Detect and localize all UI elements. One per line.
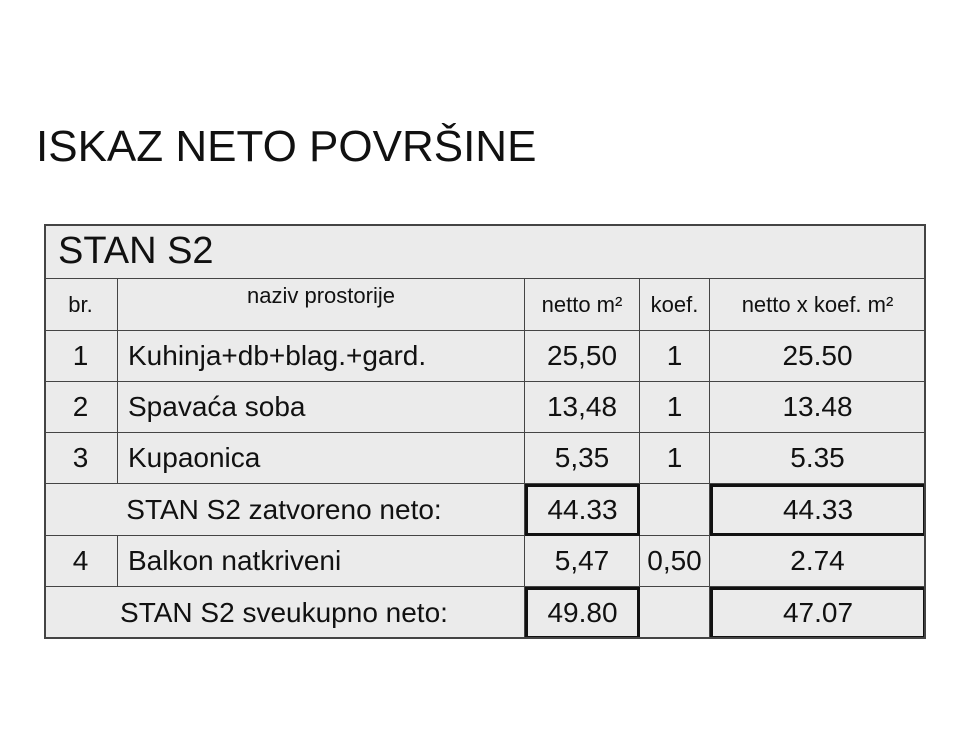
- row-room: Kupaonica: [118, 433, 525, 484]
- header-room: naziv prostorije: [118, 279, 525, 331]
- total-label: STAN S2 sveukupno neto:: [44, 587, 525, 639]
- subtotal-closed-coef-empty: [640, 484, 710, 536]
- row-area: 13,48: [525, 382, 640, 433]
- balcony-num: 4: [44, 536, 118, 587]
- row-num: 2: [44, 382, 118, 433]
- balcony-area: 5,47: [525, 536, 640, 587]
- row-num: 1: [44, 331, 118, 382]
- row-coef: 1: [640, 331, 710, 382]
- row-num: 3: [44, 433, 118, 484]
- header-coef: koef.: [640, 279, 710, 331]
- row-coef: 1: [640, 433, 710, 484]
- table-name: STAN S2: [44, 224, 926, 279]
- row-net-coef: 13.48: [710, 382, 926, 433]
- row-room: Spavaća soba: [118, 382, 525, 433]
- net-area-table: [44, 224, 926, 639]
- subtotal-closed-area: 44.33: [525, 484, 640, 536]
- total-net-coef: 47.07: [710, 587, 926, 639]
- header-area: netto m²: [525, 279, 640, 331]
- row-coef: 1: [640, 382, 710, 433]
- header-num: br.: [44, 279, 118, 331]
- total-coef-empty: [640, 587, 710, 639]
- row-area: 5,35: [525, 433, 640, 484]
- balcony-room: Balkon natkriveni: [118, 536, 525, 587]
- balcony-net-coef: 2.74: [710, 536, 926, 587]
- subtotal-closed-label: STAN S2 zatvoreno neto:: [44, 484, 525, 536]
- header-net-coef: netto x koef. m²: [710, 279, 926, 331]
- row-room: Kuhinja+db+blag.+gard.: [118, 331, 525, 382]
- subtotal-closed-net-coef: 44.33: [710, 484, 926, 536]
- row-area: 25,50: [525, 331, 640, 382]
- total-area: 49.80: [525, 587, 640, 639]
- row-net-coef: 25.50: [710, 331, 926, 382]
- page-title: ISKAZ NETO POVRŠINE: [36, 122, 537, 171]
- balcony-coef: 0,50: [640, 536, 710, 587]
- row-net-coef: 5.35: [710, 433, 926, 484]
